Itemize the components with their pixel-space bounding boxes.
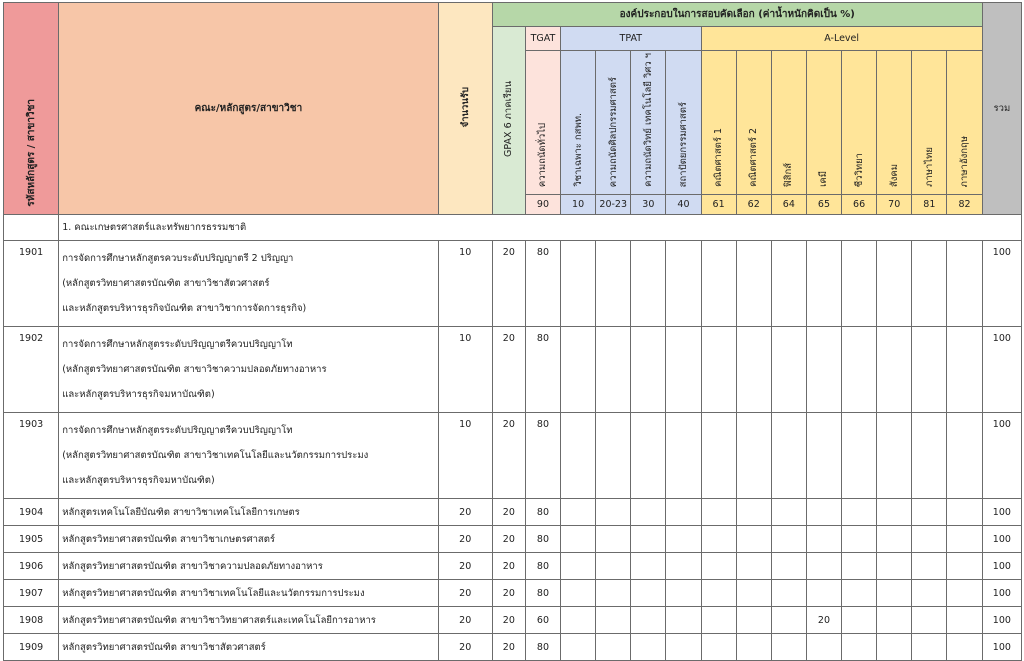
score-cell — [877, 526, 912, 553]
gpax-cell: 20 — [492, 634, 525, 661]
admission-criteria-table — [3, 2, 1022, 661]
score-cell — [877, 607, 912, 634]
score-cell — [842, 634, 877, 661]
tgat-cell: 60 — [525, 607, 560, 634]
score-cell — [947, 526, 982, 553]
subject-header — [666, 51, 701, 195]
score-cell — [771, 553, 806, 580]
table-row — [4, 499, 1022, 526]
score-cell — [561, 526, 596, 553]
subject-name: ภาษาไทย — [923, 147, 935, 187]
subject-name: ความถนัดวิทย์ เทคโนโลยี วิศว ฯ — [642, 53, 654, 187]
score-cell — [666, 553, 701, 580]
score-cell — [912, 580, 947, 607]
tgat-cell: 80 — [525, 327, 560, 413]
subject-code: 62 — [736, 195, 771, 215]
subject-header — [842, 51, 877, 195]
score-cell — [736, 553, 771, 580]
score-cell — [771, 413, 806, 499]
score-cell — [561, 580, 596, 607]
program-name-line: การจัดการศึกษาหลักสูตรระดับปริญญาตรีควบปริญญาโท — [62, 339, 293, 350]
score-cell — [631, 413, 666, 499]
subject-code: 10 — [561, 195, 596, 215]
score-cell — [736, 413, 771, 499]
chemistry-cell — [806, 499, 841, 526]
score-cell — [596, 553, 631, 580]
score-cell — [947, 327, 982, 413]
program-name-line: หลักสูตรวิทยาศาสตรบัณฑิต สาขาวิชาเทคโนโลยีและนวัตกรรมการประมง — [62, 587, 365, 599]
program-code: 1903 — [4, 413, 59, 499]
score-cell — [877, 327, 912, 413]
score-cell — [701, 553, 736, 580]
program-name-line: และหลักสูตรบริหารธุรกิจบัณฑิต สาขาวิชาการจัดการธุรกิจ) — [62, 303, 307, 314]
score-cell — [561, 327, 596, 413]
subject-name: ชีววิทยา — [853, 152, 865, 187]
gpax-cell: 20 — [492, 607, 525, 634]
gpax-column-header — [492, 27, 525, 215]
quota-cell: 10 — [438, 413, 492, 499]
program-name-line: (หลักสูตรวิทยาศาสตรบัณฑิต สาขาวิชาความปลอดภัยทางอาหาร — [62, 364, 327, 375]
program-name-line: และหลักสูตรบริหารธุรกิจมหาบัณฑิต) — [62, 389, 215, 400]
subject-code: 64 — [771, 195, 806, 215]
program-code: 1908 — [4, 607, 59, 634]
quota-cell: 10 — [438, 327, 492, 413]
program-name-line: หลักสูตรวิทยาศาสตรบัณฑิต สาขาวิชาสัตวศาสตร์ — [62, 641, 266, 653]
score-cell — [912, 327, 947, 413]
score-cell — [947, 607, 982, 634]
tgat-cell: 80 — [525, 499, 560, 526]
subject-header — [525, 51, 560, 195]
table-row — [4, 241, 1022, 327]
subject-header — [561, 51, 596, 195]
tgat-cell: 80 — [525, 526, 560, 553]
score-cell — [877, 553, 912, 580]
faculty-heading: 1. คณะเกษตรศาสตร์และทรัพยากรธรรมชาติ — [59, 215, 1022, 241]
subject-name: คณิตศาสตร์ 2 — [748, 128, 760, 187]
subject-code: 30 — [631, 195, 666, 215]
subject-header — [771, 51, 806, 195]
score-cell — [596, 580, 631, 607]
score-cell — [736, 241, 771, 327]
program-code: 1901 — [4, 241, 59, 327]
program-code: 1907 — [4, 580, 59, 607]
score-cell — [771, 634, 806, 661]
tgat-cell: 80 — [525, 241, 560, 327]
subject-name: เคมี — [818, 171, 830, 187]
faculty-row — [4, 215, 1022, 241]
program-name — [59, 553, 438, 580]
table-row — [4, 634, 1022, 661]
subject-header — [806, 51, 841, 195]
chemistry-cell — [806, 241, 841, 327]
program-name-line: และหลักสูตรบริหารธุรกิจมหาบัณฑิต) — [62, 475, 215, 486]
score-cell — [631, 580, 666, 607]
score-cell — [736, 499, 771, 526]
components-title: องค์ประกอบในการสอบคัดเลือก (ค่าน้ำหนักคิดเป็น %) — [492, 3, 982, 27]
score-cell — [912, 553, 947, 580]
score-cell — [842, 241, 877, 327]
program-name — [59, 580, 438, 607]
score-cell — [596, 499, 631, 526]
score-cell — [666, 327, 701, 413]
table-row — [4, 327, 1022, 413]
chemistry-cell — [806, 327, 841, 413]
subject-code: 65 — [806, 195, 841, 215]
score-cell — [701, 607, 736, 634]
total-cell: 100 — [982, 499, 1021, 526]
score-cell — [666, 413, 701, 499]
program-code: 1909 — [4, 634, 59, 661]
subject-code: 66 — [842, 195, 877, 215]
score-cell — [912, 526, 947, 553]
program-name — [59, 327, 438, 413]
tgat-cell: 80 — [525, 553, 560, 580]
quota-cell: 20 — [438, 607, 492, 634]
sum-column-header: รวม — [982, 3, 1021, 215]
program-name-line: (หลักสูตรวิทยาศาสตรบัณฑิต สาขาวิชาสัตวศาสตร์ — [62, 278, 270, 289]
score-cell — [596, 634, 631, 661]
chemistry-cell — [806, 526, 841, 553]
score-cell — [631, 553, 666, 580]
chemistry-cell — [806, 634, 841, 661]
total-cell: 100 — [982, 241, 1021, 327]
score-cell — [701, 499, 736, 526]
program-name-line: หลักสูตรวิทยาศาสตรบัณฑิต สาขาวิชาความปลอดภัยทางอาหาร — [62, 560, 323, 572]
code-column-header — [4, 3, 59, 215]
total-cell: 100 — [982, 607, 1021, 634]
gpax-cell: 20 — [492, 413, 525, 499]
score-cell — [561, 553, 596, 580]
score-cell — [771, 607, 806, 634]
score-cell — [842, 526, 877, 553]
tgat-cell: 80 — [525, 634, 560, 661]
score-cell — [947, 634, 982, 661]
subject-header — [701, 51, 736, 195]
subject-name: ความถนัดศิลปกรรมศาสตร์ — [607, 76, 619, 187]
subject-name: ฟิสิกส์ — [783, 162, 795, 187]
score-cell — [666, 607, 701, 634]
score-cell — [631, 327, 666, 413]
program-name — [59, 241, 438, 327]
score-cell — [947, 499, 982, 526]
score-cell — [631, 241, 666, 327]
score-cell — [736, 580, 771, 607]
quota-column-header — [438, 3, 492, 215]
score-cell — [701, 413, 736, 499]
subject-name: คณิตศาสตร์ 1 — [713, 128, 725, 187]
program-name-line: การจัดการศึกษาหลักสูตรระดับปริญญาตรีควบปริญญาโท — [62, 425, 293, 436]
table-row — [4, 607, 1022, 634]
score-cell — [736, 526, 771, 553]
program-name-line: การจัดการศึกษาหลักสูตรควบระดับปริญญาตรี 2 ปริญญา — [62, 253, 294, 264]
score-cell — [771, 580, 806, 607]
score-cell — [666, 241, 701, 327]
score-cell — [561, 413, 596, 499]
score-cell — [947, 413, 982, 499]
score-cell — [877, 413, 912, 499]
score-cell — [596, 241, 631, 327]
program-code: 1904 — [4, 499, 59, 526]
table-row — [4, 580, 1022, 607]
subject-code: 90 — [525, 195, 560, 215]
chemistry-cell: 20 — [806, 607, 841, 634]
score-cell — [701, 526, 736, 553]
chemistry-cell — [806, 413, 841, 499]
score-cell — [771, 327, 806, 413]
score-cell — [771, 499, 806, 526]
score-cell — [701, 634, 736, 661]
score-cell — [561, 499, 596, 526]
subject-name: ภาษาอังกฤษ — [959, 135, 971, 187]
score-cell — [912, 241, 947, 327]
total-cell: 100 — [982, 580, 1021, 607]
score-cell — [596, 607, 631, 634]
subject-code: 70 — [877, 195, 912, 215]
score-cell — [912, 634, 947, 661]
quota-column-label: จำนวนรับ — [459, 86, 471, 128]
empty-cell — [4, 215, 59, 241]
program-column-header: คณะ/หลักสูตร/สาขาวิชา — [59, 3, 438, 215]
score-cell — [596, 526, 631, 553]
score-cell — [912, 499, 947, 526]
score-cell — [736, 634, 771, 661]
score-cell — [842, 553, 877, 580]
total-cell: 100 — [982, 526, 1021, 553]
alevel-group-header: A-Level — [701, 27, 982, 51]
score-cell — [877, 499, 912, 526]
score-cell — [877, 241, 912, 327]
program-name-line: (หลักสูตรวิทยาศาสตรบัณฑิต สาขาวิชาเทคโนโลยีและนวัตกรรมการประมง — [62, 450, 369, 461]
score-cell — [842, 607, 877, 634]
table-row — [4, 553, 1022, 580]
program-name-line: หลักสูตรวิทยาศาสตรบัณฑิต สาขาวิชาเกษตรศาสตร์ — [62, 533, 276, 545]
subject-header — [877, 51, 912, 195]
program-name-line: หลักสูตรเทคโนโลยีบัณฑิต สาขาวิชาเทคโนโลยีการเกษตร — [62, 506, 300, 518]
quota-cell: 20 — [438, 580, 492, 607]
score-cell — [877, 634, 912, 661]
program-name-line: หลักสูตรวิทยาศาสตรบัณฑิต สาขาวิชาวิทยาศาสตร์และเทคโนโลยีการอาหาร — [62, 614, 376, 626]
chemistry-cell — [806, 580, 841, 607]
program-code: 1902 — [4, 327, 59, 413]
subject-header — [596, 51, 631, 195]
score-cell — [596, 327, 631, 413]
gpax-cell: 20 — [492, 499, 525, 526]
table-body — [4, 215, 1022, 661]
subject-header — [947, 51, 982, 195]
chemistry-cell — [806, 553, 841, 580]
gpax-cell: 20 — [492, 327, 525, 413]
score-cell — [842, 413, 877, 499]
score-cell — [701, 580, 736, 607]
program-code: 1906 — [4, 553, 59, 580]
quota-cell: 20 — [438, 499, 492, 526]
score-cell — [561, 607, 596, 634]
score-cell — [842, 580, 877, 607]
subject-header — [736, 51, 771, 195]
subject-name: สังคม — [888, 163, 900, 187]
subject-name: ความถนัดทั่วไป — [537, 122, 549, 187]
subject-code: 82 — [947, 195, 982, 215]
quota-cell: 20 — [438, 526, 492, 553]
gpax-cell: 20 — [492, 526, 525, 553]
score-cell — [877, 580, 912, 607]
tgat-cell: 80 — [525, 580, 560, 607]
tgat-group-header: TGAT — [525, 27, 560, 51]
gpax-cell: 20 — [492, 580, 525, 607]
score-cell — [771, 526, 806, 553]
total-cell: 100 — [982, 327, 1021, 413]
score-cell — [736, 327, 771, 413]
score-cell — [736, 607, 771, 634]
total-cell: 100 — [982, 413, 1021, 499]
score-cell — [701, 241, 736, 327]
score-cell — [701, 327, 736, 413]
subject-name: วิชาเฉพาะ กสพท. — [572, 113, 584, 187]
subject-code: 61 — [701, 195, 736, 215]
score-cell — [561, 241, 596, 327]
subject-header — [912, 51, 947, 195]
code-column-label: รหัสหลักสูตร / สาขาวิชา — [25, 99, 37, 207]
score-cell — [631, 634, 666, 661]
score-cell — [912, 607, 947, 634]
gpax-cell: 20 — [492, 553, 525, 580]
program-name — [59, 413, 438, 499]
score-cell — [631, 607, 666, 634]
score-cell — [666, 634, 701, 661]
program-name — [59, 526, 438, 553]
table-row — [4, 526, 1022, 553]
score-cell — [842, 499, 877, 526]
subject-code: 81 — [912, 195, 947, 215]
program-name — [59, 499, 438, 526]
score-cell — [631, 499, 666, 526]
score-cell — [912, 413, 947, 499]
quota-cell: 20 — [438, 553, 492, 580]
score-cell — [561, 634, 596, 661]
quota-cell: 10 — [438, 241, 492, 327]
score-cell — [771, 241, 806, 327]
score-cell — [596, 413, 631, 499]
tpat-group-header: TPAT — [561, 27, 702, 51]
score-cell — [631, 526, 666, 553]
subject-name: สถาปัตยกรรมศาสตร์ — [677, 101, 689, 187]
program-name — [59, 634, 438, 661]
score-cell — [842, 327, 877, 413]
score-cell — [947, 580, 982, 607]
program-code: 1905 — [4, 526, 59, 553]
subject-code: 40 — [666, 195, 701, 215]
gpax-column-label: GPAX 6 ภาคเรียน — [503, 81, 515, 157]
score-cell — [666, 580, 701, 607]
score-cell — [666, 526, 701, 553]
quota-cell: 20 — [438, 634, 492, 661]
program-name — [59, 607, 438, 634]
score-cell — [947, 241, 982, 327]
total-cell: 100 — [982, 634, 1021, 661]
subject-header — [631, 51, 666, 195]
gpax-cell: 20 — [492, 241, 525, 327]
subject-code: 20-23 — [596, 195, 631, 215]
score-cell — [666, 499, 701, 526]
total-cell: 100 — [982, 553, 1021, 580]
table-row — [4, 413, 1022, 499]
tgat-cell: 80 — [525, 413, 560, 499]
score-cell — [947, 553, 982, 580]
